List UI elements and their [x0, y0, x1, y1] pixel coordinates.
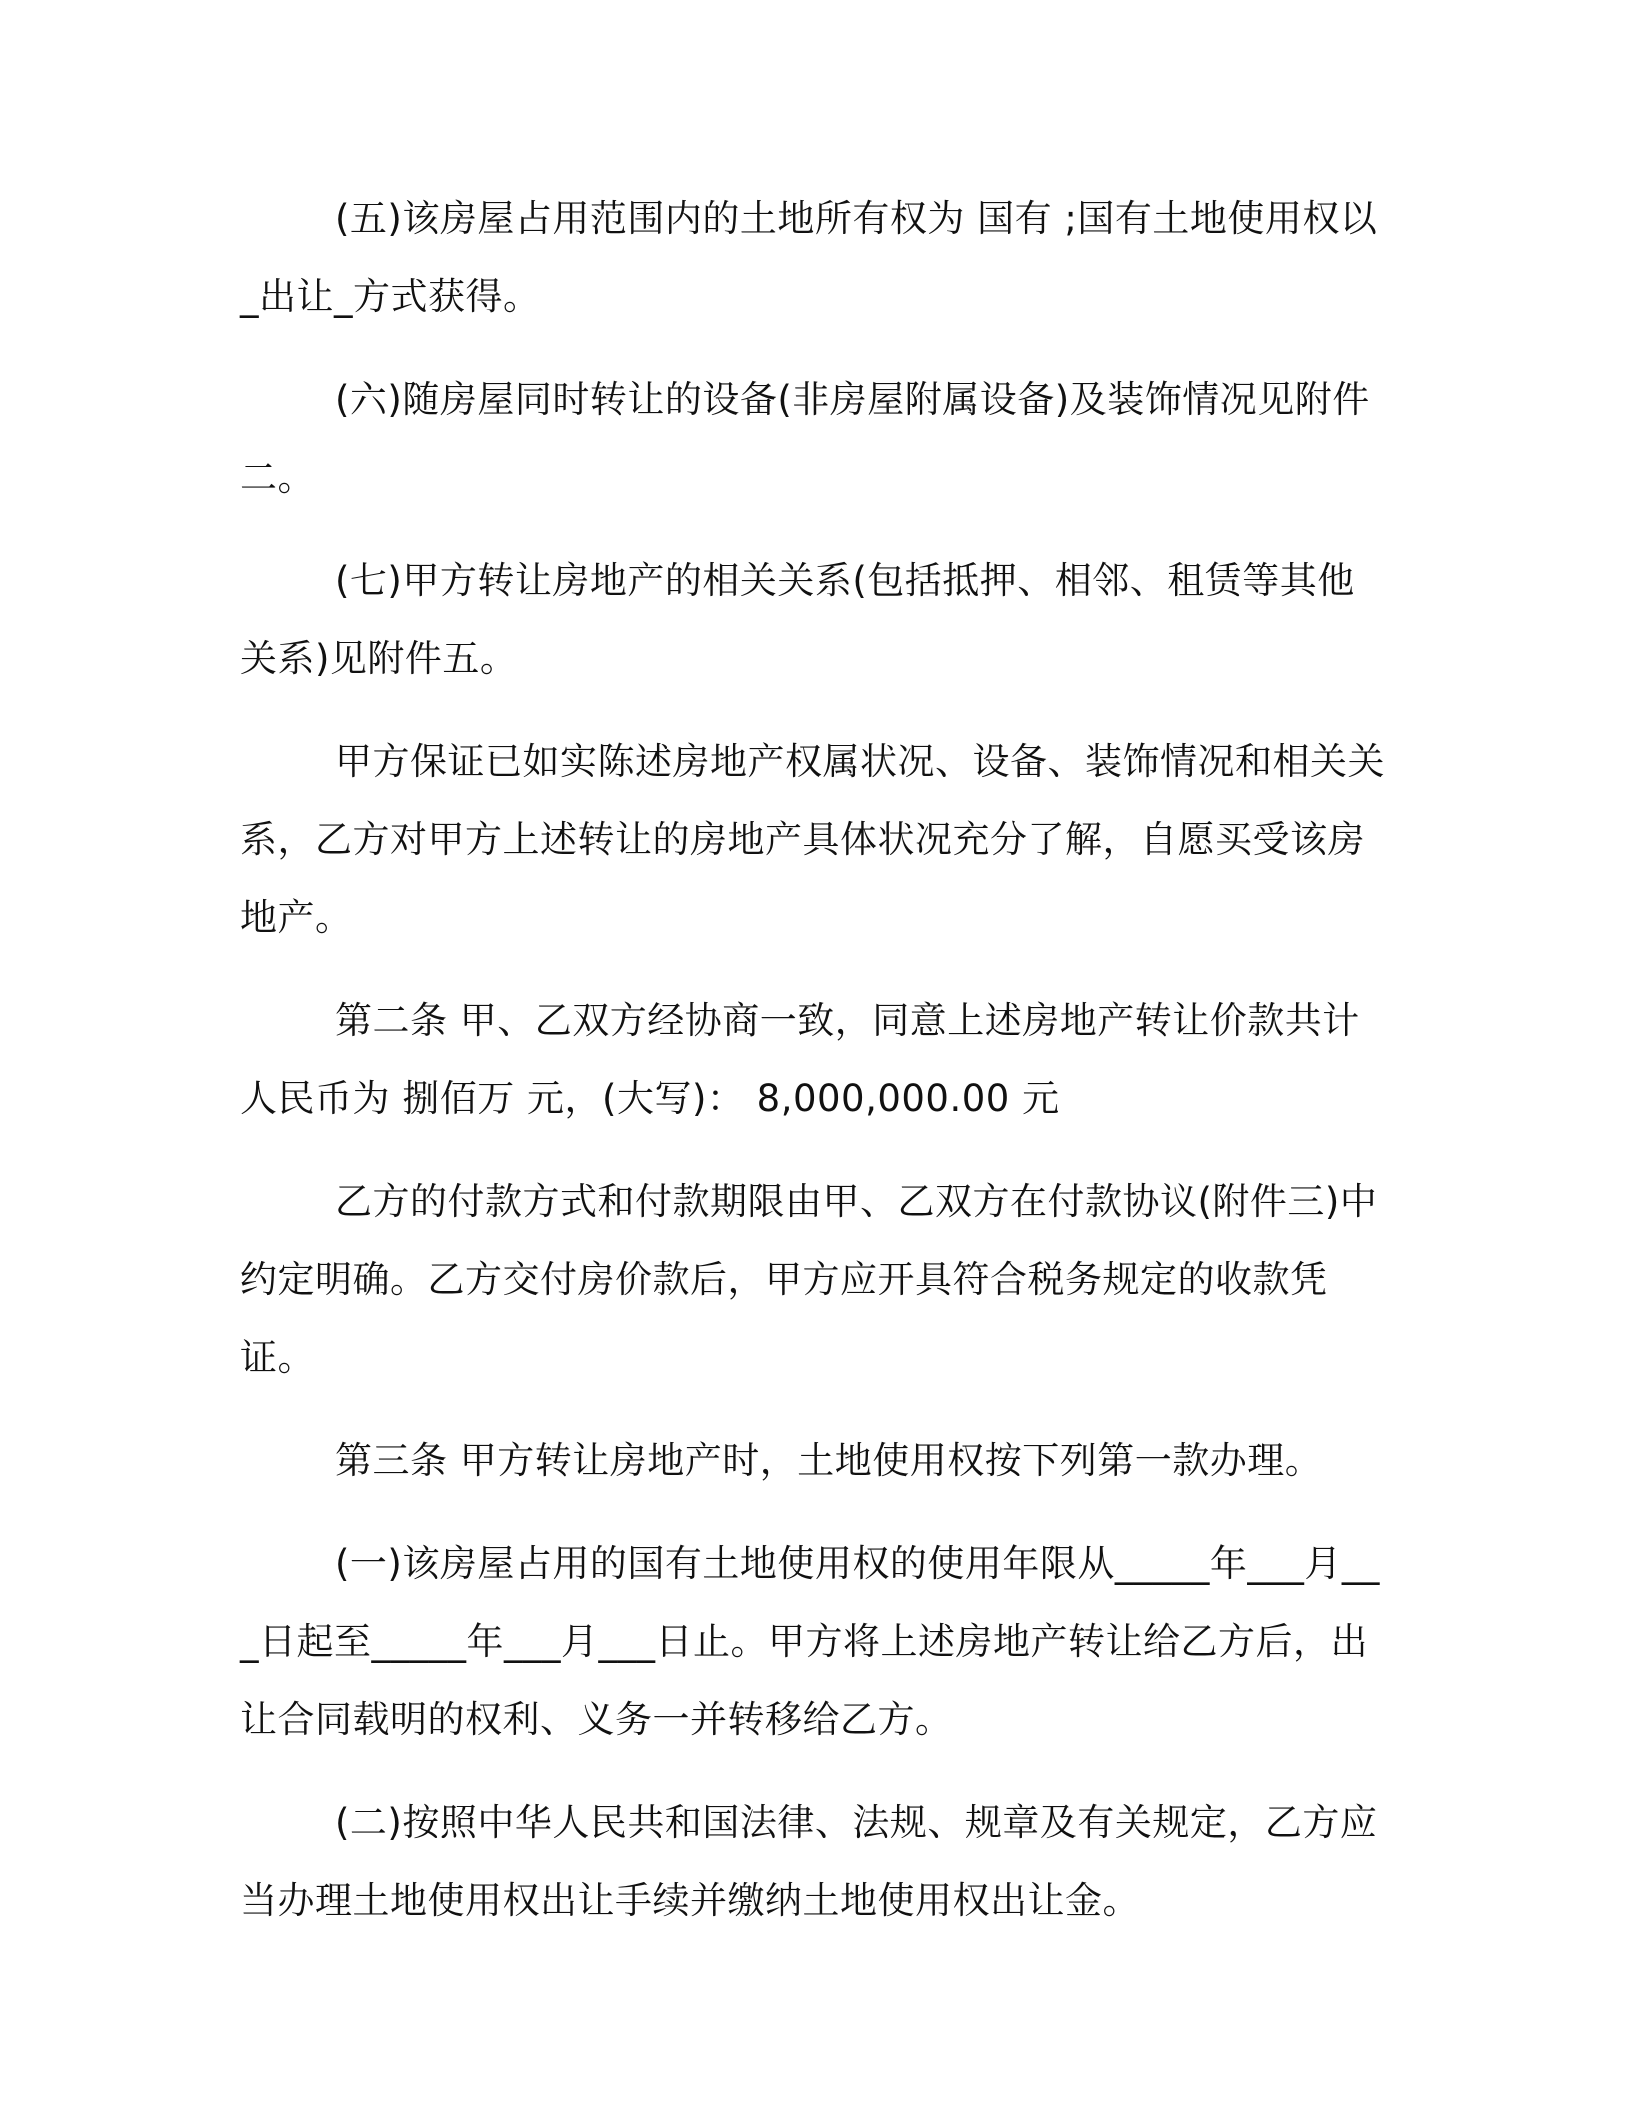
document-body	[240, 180, 1392, 1965]
paragraph-land-transfer-procedure: (二)按照中华人民共和国法律、法规、规章及有关规定，乙方应当办理土地使用权出让手续并缴纳土地使用权出让金。	[240, 1801, 1378, 1922]
paragraph-land-use-term: (一)该房屋占用的国有土地使用权的使用年限从_____年___月___日起至_____年___月___日止。甲方将上述房地产转让给乙方后，出让合同载明的权利、义务一并转移给乙方。	[240, 1542, 1380, 1741]
paragraph-land-ownership: (五)该房屋占用范围内的土地所有权为 国有 ;国有土地使用权以_出让_方式获得。	[240, 197, 1378, 318]
paragraph-article-3: 第三条 甲方转让房地产时，土地使用权按下列第一款办理。	[335, 1439, 1323, 1482]
paragraph-related-relations: (七)甲方转让房地产的相关关系(包括抵押、相邻、租赁等其他关系)见附件五。	[240, 559, 1355, 680]
paragraph-guarantee: 甲方保证已如实陈述房地产权属状况、设备、装饰情况和相关关系，乙方对甲方上述转让的房地产具体状况充分了解，自愿买受该房地产。	[240, 740, 1385, 939]
paragraph-payment-terms: 乙方的付款方式和付款期限由甲、乙双方在付款协议(附件三)中约定明确。乙方交付房价款后，甲方应开具符合税务规定的收款凭证。	[240, 1180, 1378, 1379]
paragraph-equipment: (六)随房屋同时转让的设备(非房屋附属设备)及装饰情况见附件二。	[240, 378, 1370, 499]
paragraph-article-2-price: 第二条 甲、乙双方经协商一致，同意上述房地产转让价款共计人民币为 捌佰万 元，(大写)： 8,000,000.00 元	[240, 999, 1360, 1120]
